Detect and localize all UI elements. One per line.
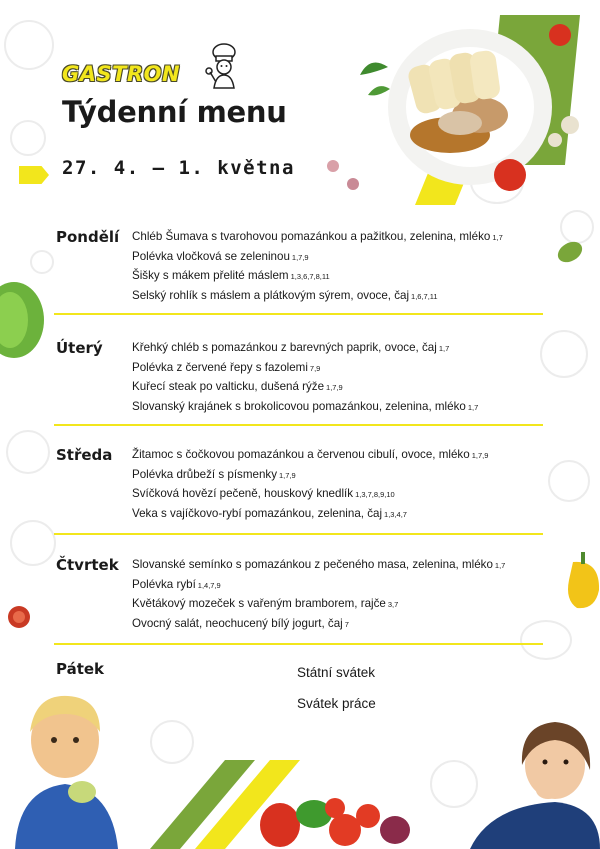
menu-list-tuesday — [132, 339, 478, 418]
lettuce-image — [0, 278, 44, 362]
pea-pod-image — [555, 238, 585, 266]
brand-logo: GASTRON — [62, 62, 181, 86]
menu-list-monday — [132, 228, 503, 307]
date-range: 27. 4. – 1. května — [62, 157, 295, 179]
list-item: Svíčková hovězí pečeně, houskový knedlík 1,3,7,8,9,10 — [132, 487, 395, 501]
list-item: Ovocný salát, neochucený bílý jogurt, čaj 7 — [132, 617, 349, 631]
allergen-codes: 1,7 — [438, 344, 450, 353]
list-item: Křehký chléb s pomazánkou z barevných paprik, ovoce, čaj 1,7 — [132, 341, 450, 354]
allergen-codes: 1,7 — [494, 561, 506, 570]
allergen-codes: 7 — [344, 620, 349, 630]
chef-mascot-icon — [200, 42, 244, 90]
list-item: Selský rohlík s máslem a plátkovým sýrem, ovoce, čaj 1,6,7,11 — [132, 289, 438, 303]
holiday-note: Státní svátek — [297, 665, 376, 680]
allergen-codes: 1,7,9 — [326, 383, 343, 393]
allergen-codes: 1,3,6,7,8,11 — [290, 272, 330, 282]
food-plate-image — [360, 15, 590, 205]
allergen-codes: 1,4,7,9 — [197, 580, 221, 590]
yellow-pepper-image — [565, 550, 600, 612]
day-heading-monday: Pondělí — [56, 228, 120, 246]
section-divider — [54, 313, 543, 315]
allergen-codes: 1,7 — [492, 233, 503, 242]
list-item: Polévka z červené řepy s fazolemi 7,9 — [132, 360, 321, 374]
list-item: Žitamoc s čočkovou pomazánkou a červenou cibulí, ovoce, mléko 1,7,9 — [132, 448, 489, 461]
list-item: Slovanský krajánek s brokolicovou pomazánkou, zelenina, mléko 1,7 — [132, 400, 479, 414]
menu-list-thursday — [132, 556, 505, 635]
list-item: Polévka drůbeží s písmenky 1,7,9 — [132, 467, 296, 481]
allergen-codes: 1,3,7,8,9,10 — [355, 490, 395, 500]
allergen-codes: 1,7 — [467, 403, 479, 413]
list-item: Veka s vajíčkovo-rybí pomazánkou, zelenina, čaj 1,3,4,7 — [132, 507, 407, 521]
list-item: Slovanské semínko s pomazánkou z pečeného masa, zelenina, mléko 1,7 — [132, 558, 506, 571]
day-heading-thursday: Čtvrtek — [56, 556, 119, 574]
day-heading-wednesday: Středa — [56, 446, 113, 464]
list-item: Šišky s mákem přelité máslem 1,3,6,7,8,11 — [132, 269, 330, 283]
onion-image — [325, 158, 365, 194]
section-divider — [54, 643, 543, 645]
allergen-codes: 3,7 — [387, 600, 399, 610]
list-item: Polévka vločková se zeleninou 1,7,9 — [132, 249, 309, 263]
section-divider — [54, 533, 543, 535]
footer-illustration — [0, 680, 600, 849]
list-item: Polévka rybí 1,4,7,9 — [132, 577, 221, 591]
page-title: Týdenní menu — [62, 95, 287, 129]
day-heading-tuesday: Úterý — [56, 339, 103, 357]
allergen-codes: 1,3,4,7 — [384, 510, 407, 520]
allergen-codes: 7,9 — [309, 363, 321, 373]
date-arrow-icon — [19, 166, 49, 184]
allergen-codes: 1,6,7,11 — [411, 292, 438, 302]
day-heading-friday: Pátek — [56, 660, 105, 678]
allergen-codes: 1,7,9 — [291, 252, 309, 262]
tomato-slice-image — [6, 604, 32, 630]
list-item: Kuřecí steak po valticku, dušená rýže 1,7,9 — [132, 380, 343, 394]
allergen-codes: 1,7,9 — [279, 470, 296, 480]
list-item: Květákový mozeček s vařeným bramborem, rajče 3,7 — [132, 597, 399, 611]
list-item: Chléb Šumava s tvarohovou pomazánkou a pažitkou, zelenina, mléko 1,7 — [132, 230, 503, 243]
section-divider — [54, 424, 543, 426]
menu-list-wednesday — [132, 446, 488, 525]
allergen-codes: 1,7,9 — [471, 451, 489, 460]
holiday-name: Svátek práce — [297, 696, 376, 711]
